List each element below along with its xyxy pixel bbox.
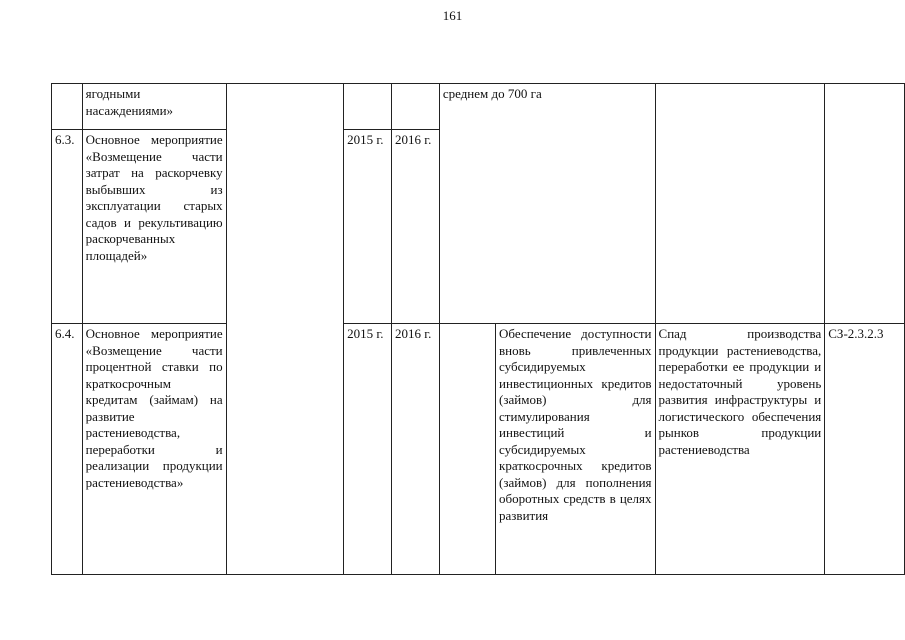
end-year-cell: 2016 г.: [391, 324, 439, 575]
row-number-cell: 6.3.: [52, 130, 83, 324]
code-cell: [825, 84, 905, 324]
measure-name-cell: Основное мероприятие «Возмещение части затрат на раскорчевку выбывших из эксплуатации старых садов и рекультивацию раскорчеванных площадей»: [82, 130, 226, 324]
result-cell: среднем до 700 га: [439, 84, 655, 324]
executor-cell: [226, 84, 344, 575]
measure-name-cell: Основное мероприятие «Возмещение части процентной ставки по краткосрочным кредитам (займам) на развитие растениеводства, переработки и реализации продукции растениеводства»: [82, 324, 226, 575]
start-year-cell: 2015 г.: [344, 130, 392, 324]
risk-cell: Спад производства продукции растениеводства, переработки ее продукции и недостаточный уровень развития инфраструктуры и логистического обеспечения рынков продукции растениеводства: [655, 324, 825, 575]
table-row: [52, 324, 905, 575]
program-table: [51, 83, 905, 575]
end-year-cell: [391, 84, 439, 130]
row-number-cell: [52, 84, 83, 130]
start-year-cell: 2015 г.: [344, 324, 392, 575]
start-year-cell: [344, 84, 392, 130]
spacer-cell: [439, 324, 495, 575]
result-cell: Обеспечение доступности вновь привлеченных субсидируемых инвестиционных кредитов (займов) для стимулирования инвестиций и субсидируемых краткосрочных кредитов (займов) для пополнения оборотных средств в целях развития: [496, 324, 656, 575]
code-cell: СЗ-2.3.2.3: [825, 324, 905, 575]
risk-cell: [655, 84, 825, 324]
measure-name-cell: ягодными насаждениями»: [82, 84, 226, 130]
end-year-cell: 2016 г.: [391, 130, 439, 324]
row-number-cell: 6.4.: [52, 324, 83, 575]
table-row: [52, 84, 905, 130]
page-number: 161: [442, 8, 463, 23]
